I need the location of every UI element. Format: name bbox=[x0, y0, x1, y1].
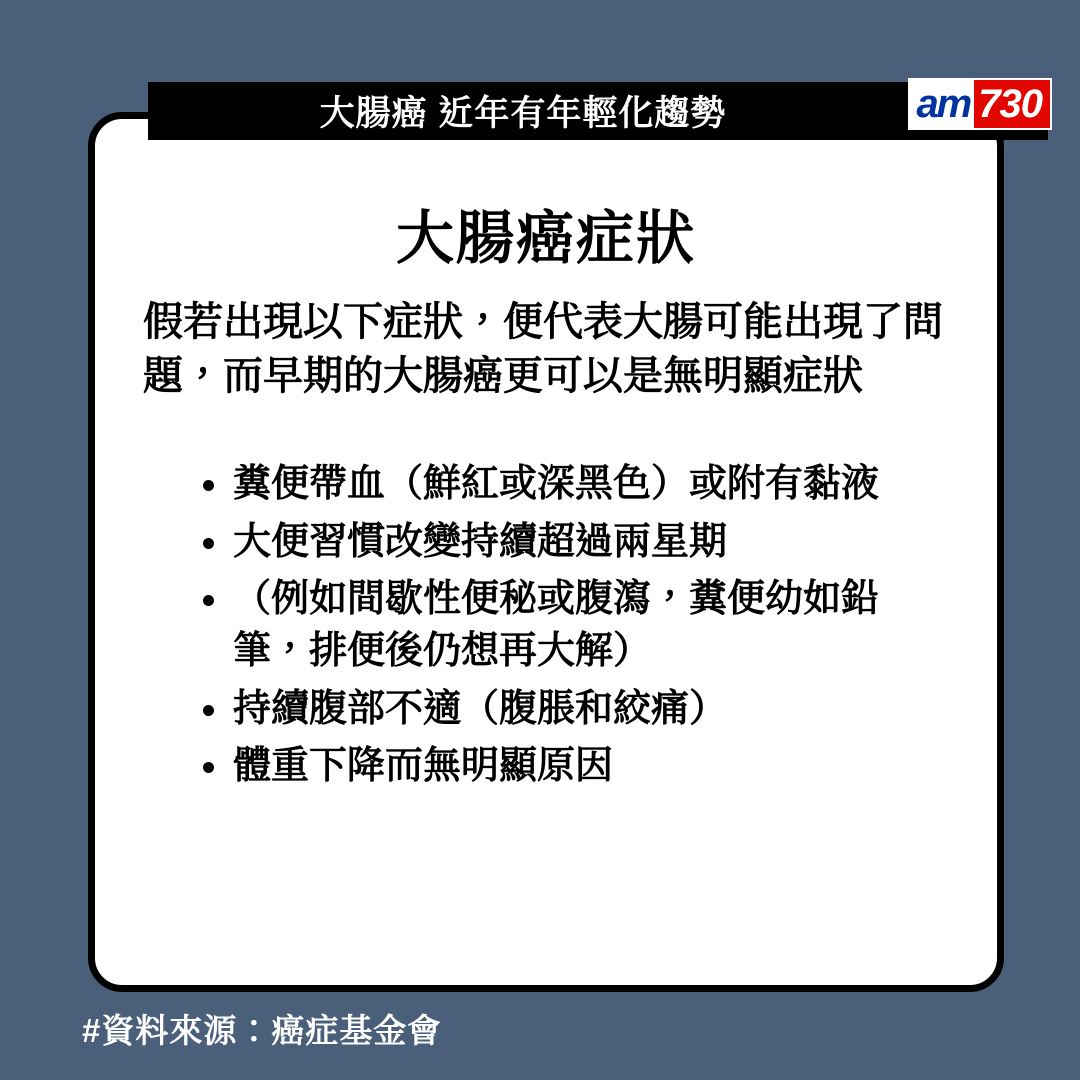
list-item: （例如間歇性便秘或腹瀉，糞便幼如鉛筆，排便後仍想再大解） bbox=[195, 574, 953, 677]
am730-logo bbox=[908, 78, 1052, 130]
header-title: 大腸癌 近年有年輕化趨勢 bbox=[319, 94, 727, 133]
intro-paragraph: 假若出現以下症狀，便代表大腸可能出現了問題，而早期的大腸癌更可以是無明顯症狀 bbox=[143, 300, 943, 398]
symptom-list bbox=[139, 459, 953, 793]
logo-730-text: 730 bbox=[974, 80, 1050, 128]
list-item: 糞便帶血（鮮紅或深黑色）或附有黏液 bbox=[195, 459, 953, 511]
page-title: 大腸癌症狀 bbox=[395, 206, 696, 271]
source-credit: #資料來源：癌症基金會 bbox=[82, 1012, 442, 1049]
logo-am-text: am bbox=[910, 80, 974, 128]
list-item: 大便習慣改變持續超過兩星期 bbox=[195, 517, 953, 569]
content-card bbox=[88, 112, 1004, 992]
list-item: 體重下降而無明顯原因 bbox=[195, 741, 953, 793]
list-item: 持續腹部不適（腹脹和絞痛） bbox=[195, 684, 953, 736]
